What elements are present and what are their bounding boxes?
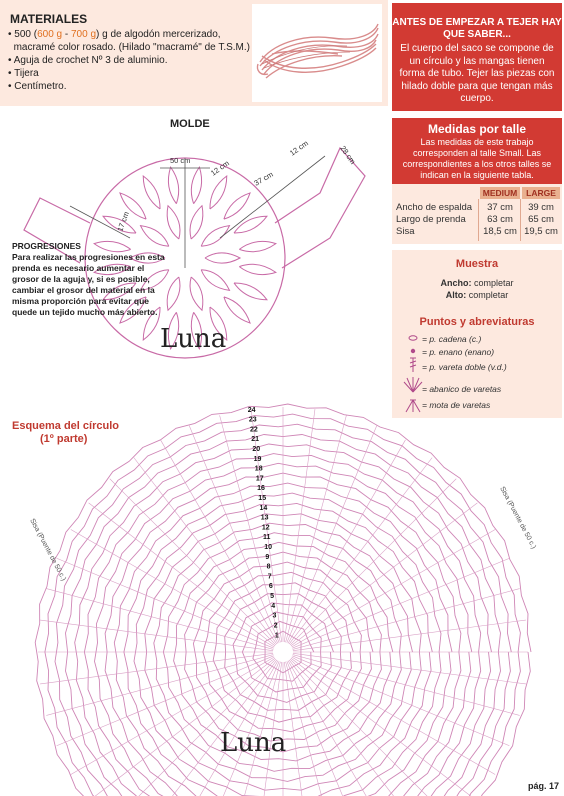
armhole-label-left: Sisa (Puente de 50 c.)	[28, 517, 67, 583]
gauge-width: Ancho: completar	[440, 278, 514, 288]
legend-chain: = p. cadena (c.)	[422, 334, 482, 344]
dim-label: 12 cm	[208, 158, 231, 178]
page-number: pág. 17	[528, 781, 560, 791]
chart-spoke	[292, 530, 496, 648]
cell-large: 19,5 cm	[524, 226, 558, 237]
stitches-title: Puntos y abreviaturas	[419, 316, 535, 328]
slip-stitch-icon	[411, 349, 415, 353]
watermark: Luna	[220, 728, 287, 758]
materials-item: • Tijera	[8, 68, 39, 79]
materials-item: • Centímetro.	[8, 81, 67, 92]
materials-item: • 500 (600 g - 700 g) g de algodón mercerizado,	[8, 29, 221, 40]
sizes-subtitle: Las medidas de este trabajo corresponden al talle Small. Las correspondientes a los otros talles se indican en la siguiente tabla.	[402, 137, 552, 180]
progressions-title: PROGRESIONES	[12, 241, 81, 251]
legend-cluster: = mota de varetas	[422, 400, 491, 410]
info-box-title: ANTES DE EMPEZAR A TEJER HAY QUE SABER...	[392, 17, 562, 40]
chart-spoke	[286, 662, 347, 796]
round-number: 18	[254, 465, 263, 473]
materials-list	[8, 28, 258, 93]
chart-spoke	[110, 479, 276, 645]
round-number: 24	[247, 406, 256, 414]
dim-label: 17 cm	[115, 210, 131, 233]
round-number: 9	[265, 553, 270, 561]
row-label: Sisa	[396, 226, 415, 237]
cell-large: 65 cm	[528, 214, 554, 225]
gauge-height: Alto: completar	[445, 290, 509, 300]
column-header-large: LARGE	[522, 187, 560, 199]
round-number: 12	[261, 524, 270, 532]
round-number: 14	[259, 504, 268, 512]
chart-spoke	[287, 426, 377, 643]
dim-label: 28 cm	[338, 143, 358, 166]
round-number: 8	[266, 563, 271, 571]
round-number: 21	[251, 436, 259, 444]
legend-slip: = p. enano (enano)	[422, 347, 495, 357]
round-number: 22	[250, 426, 258, 434]
gauge-title: Muestra	[455, 258, 499, 270]
round-number: 15	[258, 495, 267, 502]
pattern-petal	[167, 277, 180, 310]
chart-subtitle: (1º parte)	[40, 433, 88, 445]
round-number: 6	[268, 583, 273, 591]
pattern-petal	[210, 176, 227, 209]
round-number: 7	[267, 573, 272, 581]
column-header-medium: MEDIUM	[480, 187, 520, 199]
round-number: 2	[273, 622, 278, 630]
info-box-body: El cuerpo del saco se compone de un círculo y las mangas tienen forma de tubo. Tejer las piezas con hilado doble para que tengan más cuerpo.	[399, 43, 555, 104]
chain-stitch-icon	[409, 336, 417, 340]
round-number: 19	[253, 455, 262, 463]
cell-medium: 63 cm	[487, 214, 513, 225]
cell-large: 39 cm	[528, 202, 554, 213]
chart-spoke	[57, 558, 274, 648]
chart-spoke	[293, 655, 520, 716]
pattern-petal	[191, 167, 201, 204]
chart-spoke	[288, 440, 406, 644]
materials-item: macramé color rosado. (Hilado "macramé" de T.S.M.)	[13, 42, 250, 53]
sizes-table	[392, 184, 562, 244]
pattern-petal	[205, 253, 240, 263]
cell-medium: 18,5 cm	[483, 226, 517, 237]
round-number: 4	[271, 602, 276, 610]
row-label: Ancho de espalda	[396, 202, 473, 213]
chart-spoke	[291, 503, 477, 646]
pattern-petal	[190, 206, 203, 239]
round-number: 17	[255, 475, 264, 483]
chart-title: Esquema del círculo	[12, 420, 119, 432]
round-number: 3	[272, 612, 277, 620]
pattern-petal	[190, 277, 203, 310]
row-label: Largo de prenda	[396, 214, 466, 225]
dim-label: 50 cm	[170, 156, 191, 165]
chart-spoke	[292, 656, 509, 746]
legend-double-treble: = p. vareta doble (v.d.)	[422, 362, 507, 372]
pattern-petal	[239, 264, 276, 274]
info-box-antes	[392, 3, 562, 111]
round-number: 16	[257, 485, 265, 493]
progressions-body: Para realizar las progresiones en esta prenda es necesario aumentar el grosor de la aguja y, si es posible, cambiar el grosor del material en la misma proporción para evitar que quede un tejido mucho más abierto.	[12, 252, 165, 317]
pattern-petal	[239, 241, 276, 251]
gauge-panel	[392, 250, 562, 418]
chart-spoke	[286, 415, 347, 642]
round-number: 23	[248, 416, 257, 424]
chart-spoke	[292, 657, 496, 775]
pattern-petal	[234, 216, 267, 233]
round-number: 20	[252, 446, 261, 453]
dim-label: 12 cm	[287, 138, 310, 158]
pattern-petal	[201, 270, 229, 291]
cell-medium: 37 cm	[487, 202, 513, 213]
pattern-petal	[167, 206, 180, 239]
progressions-note	[12, 241, 167, 318]
watermark: Luna	[160, 324, 227, 354]
chart-spoke	[89, 503, 275, 646]
pattern-petal	[234, 283, 267, 300]
round-number: 1	[274, 632, 279, 640]
dim-label: 37 cm	[252, 169, 275, 188]
sizes-header	[392, 118, 562, 184]
chart-spoke	[46, 655, 273, 716]
chart-spoke	[290, 479, 456, 645]
pattern-petal	[224, 193, 250, 219]
chart-spoke	[292, 558, 509, 648]
chart-spoke	[293, 653, 526, 684]
round-number: 11	[263, 534, 271, 542]
armhole-label-right: Sisa (Puente de 50 c.)	[498, 485, 537, 551]
materials-item: • Aguja de crochet Nº 3 de aluminio.	[8, 55, 168, 66]
sizes-title: Medidas por talle	[427, 122, 527, 136]
double-treble-icon	[410, 358, 416, 372]
round-number: 5	[270, 593, 275, 600]
chart-spoke	[134, 455, 277, 644]
pattern-petal	[143, 176, 160, 209]
pattern-petal	[224, 297, 250, 323]
pattern-petal	[168, 167, 178, 204]
yarn-skein-image	[252, 4, 382, 102]
chart-spoke	[289, 458, 432, 644]
round-number: 13	[260, 514, 269, 522]
round-number: 10	[264, 544, 272, 551]
chart-spoke	[71, 530, 275, 648]
materials-title: MATERIALES	[10, 12, 88, 26]
pattern-petal	[201, 226, 229, 247]
fan-icon	[404, 377, 422, 392]
chart-spoke	[46, 589, 276, 650]
legend-fan: = abanico de varetas	[422, 384, 502, 394]
pattern-title: MOLDE	[170, 118, 210, 130]
